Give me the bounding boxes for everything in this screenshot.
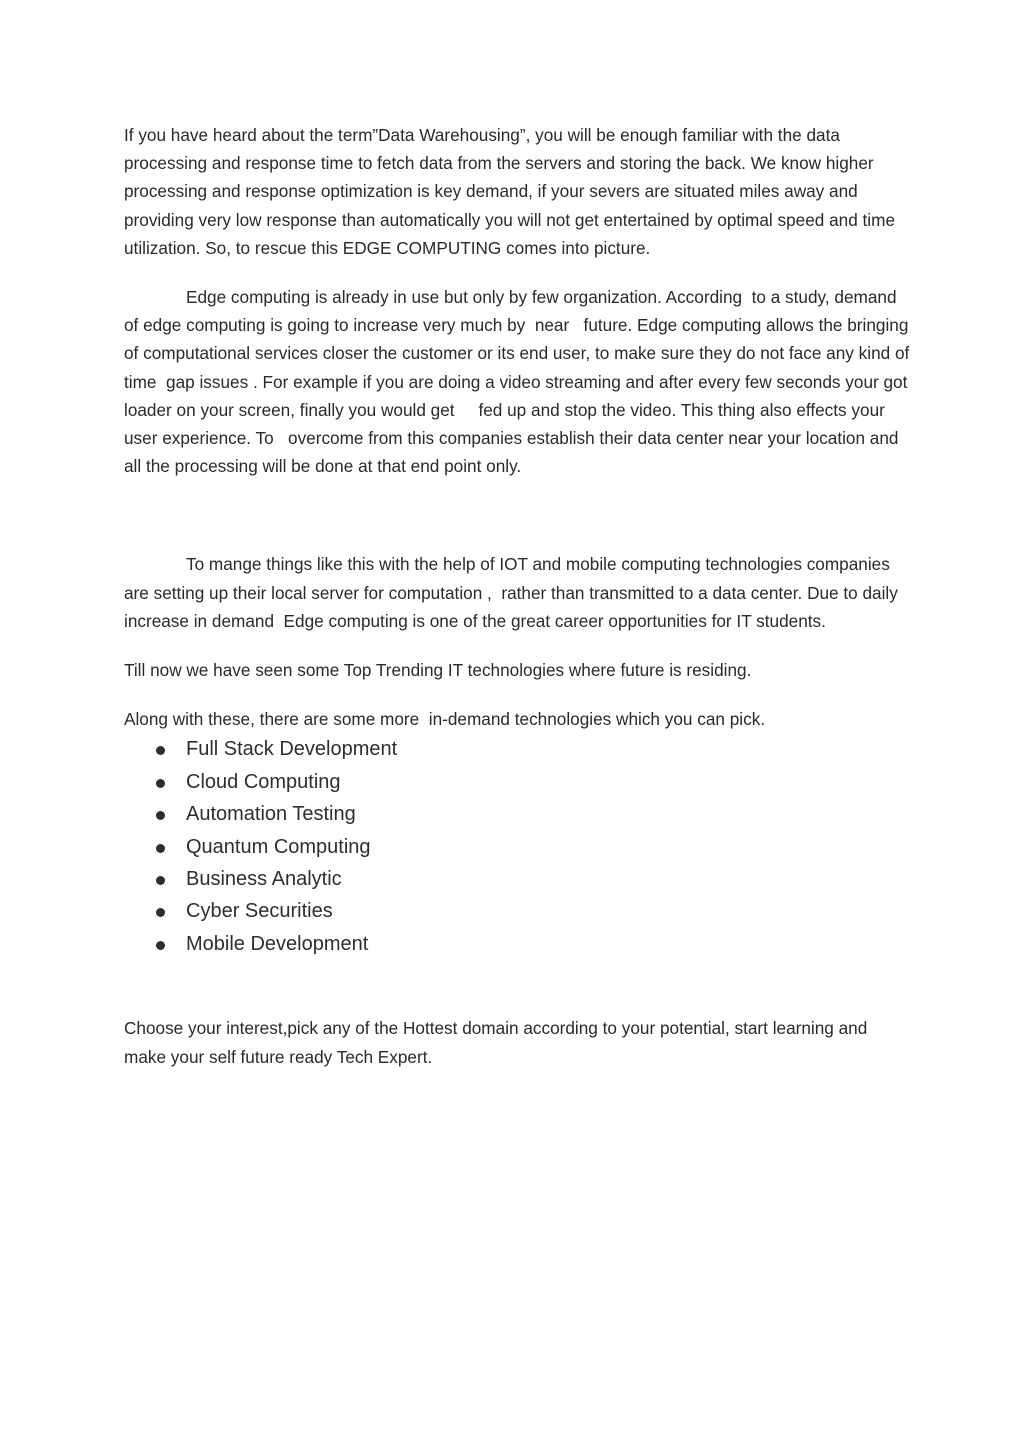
paragraph-data-warehousing: If you have heard about the term”Data Warehousing”, you will be enough familiar with the data processing and response time to fetch data from the servers and storing the back. We know higher processing and response optimization is key demand, if your severs are situated miles away and providing very low response than automatically you will not get entertained by optimal speed and time utilization. So, to rescue this EDGE COMPUTING comes into picture. (124, 125, 900, 258)
list-item-label: Cloud Computing (186, 770, 341, 793)
list-item-label: Cyber Securities (186, 900, 333, 923)
paragraph-iot-mobile: To mange things like this with the help of IOT and mobile computing technologies companies are setting up their local server for computation , rather than transmitted to a data center. Due to daily increase in demand Edge computing is one of the great career opportunities for IT students. (124, 554, 903, 631)
list-item-label: Full Stack Development (186, 738, 398, 761)
list-item-label: Automation Testing (186, 803, 356, 826)
list-item (124, 766, 914, 798)
bullet-icon (156, 876, 165, 885)
list-item (124, 831, 914, 863)
list-item (124, 863, 914, 895)
list-item (124, 733, 914, 765)
bullet-icon (156, 844, 165, 853)
technology-list (124, 733, 914, 960)
paragraph-closing: Choose your interest,pick any of the Hottest domain according to your potential, start learning and make your self future ready Tech Expert. (124, 1018, 873, 1067)
list-item-label: Business Analytic (186, 868, 342, 891)
bullet-icon (156, 746, 165, 755)
bullet-icon (156, 779, 165, 788)
bullet-icon (156, 811, 165, 820)
document-page (124, 121, 919, 1071)
paragraph-along-with: Along with these, there are some more in-demand technologies which you can pick. (124, 709, 766, 730)
paragraph-edge-computing: Edge computing is already in use but only by few organization. According to a study, demand of edge computing is going to increase very much by near future. Edge computing allows the bringing of computational services closer the customer or its end user, to make sure they do not face any kind of time gap issues . For example if you are doing a video streaming and after every few seconds your got loader on your screen, finally you would get fed up and stop the video. This thing also effects your user experience. To overcome from this companies establish their data center near your location and all the processing will be done at that end point only. (124, 287, 919, 477)
list-item (124, 928, 914, 960)
list-item-label: Mobile Development (186, 932, 369, 955)
bullet-icon (156, 941, 165, 950)
bullet-icon (156, 908, 165, 917)
list-item-label: Quantum Computing (186, 835, 371, 858)
paragraph-till-now: Till now we have seen some Top Trending IT technologies where future is residing. (124, 660, 752, 681)
list-item (124, 895, 914, 927)
list-item (124, 798, 914, 830)
